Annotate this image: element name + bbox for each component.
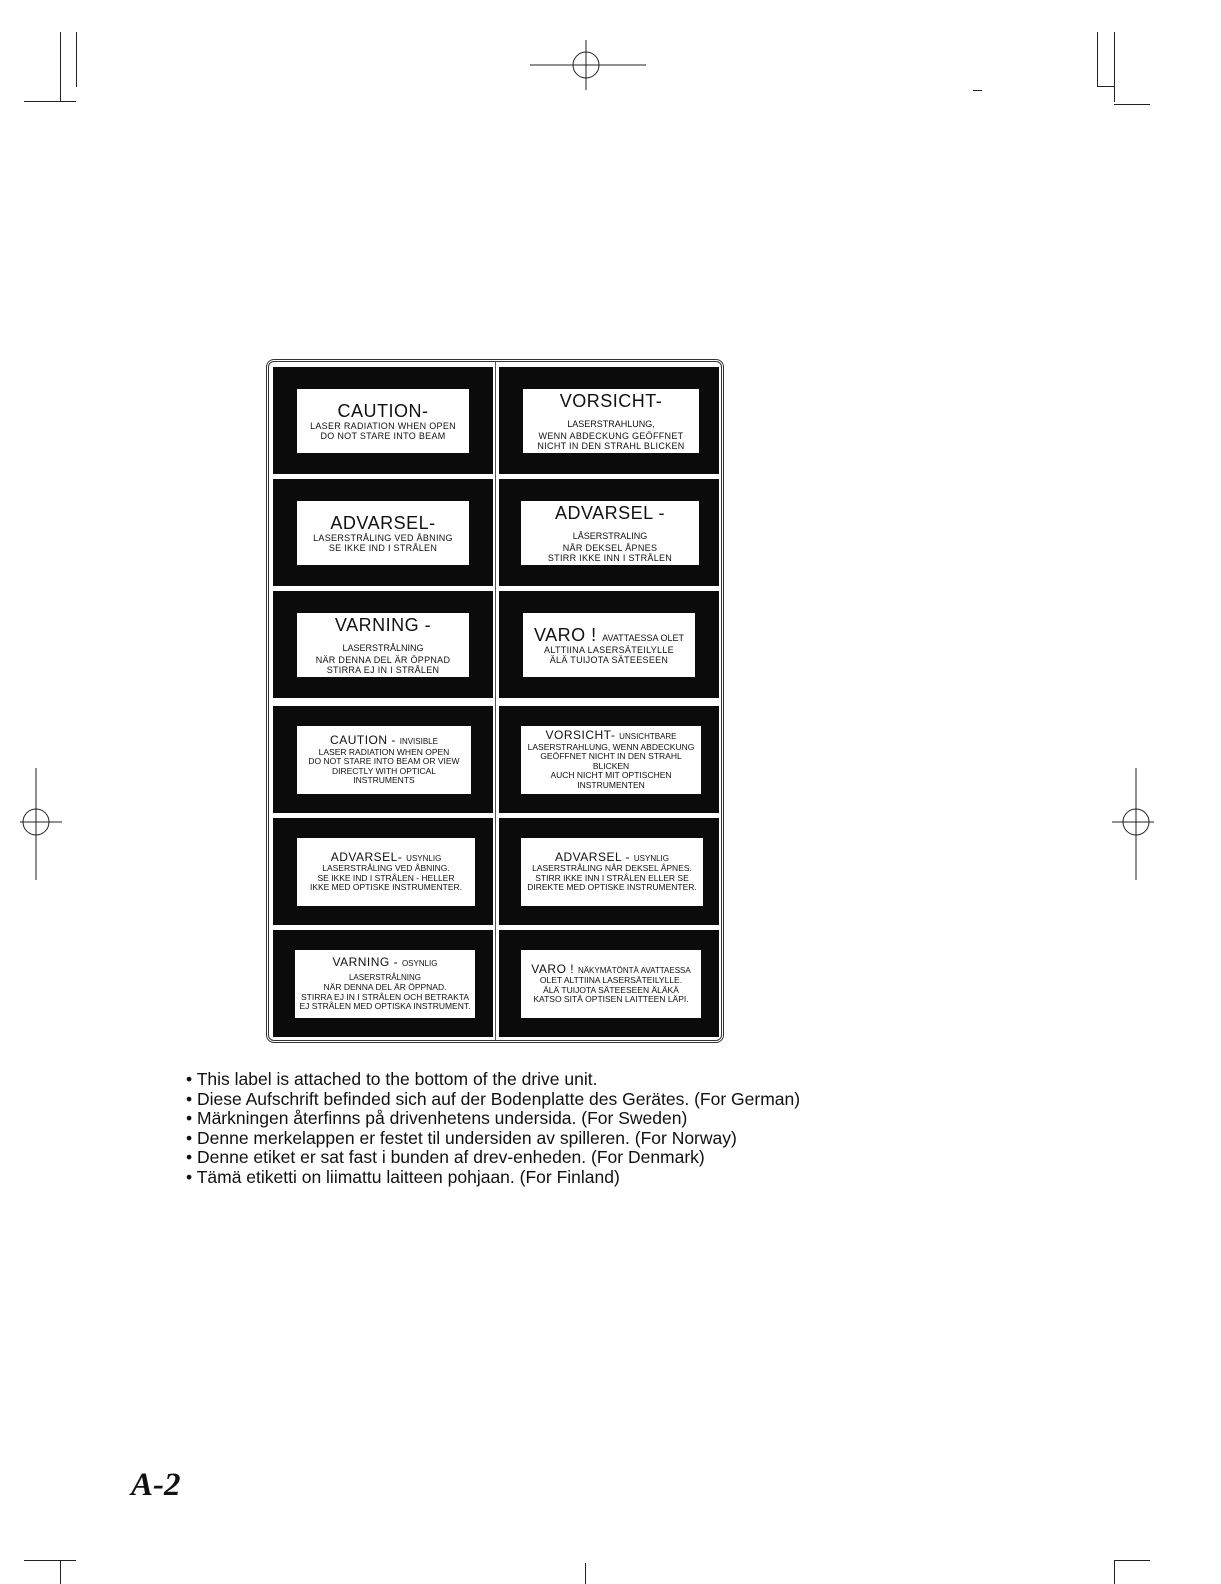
laser-warning-label-sheet: [266, 359, 724, 1043]
label-line: LASERSTRÅLING VED ÅBNING: [313, 533, 453, 543]
crop-mark-top-left-v2: [76, 32, 77, 87]
label-advarsel-usynlig-no: [499, 818, 719, 925]
label-line: GEÖFFNET NICHT IN DEN STRAHL BLICKEN: [540, 751, 682, 771]
label-line: LASER RADIATION WHEN OPEN: [318, 746, 450, 757]
label-title: ADVARSEL- USYNLIG: [330, 850, 442, 864]
label-title: VORSICHT- UNSICHTBARE: [545, 728, 677, 743]
crop-mark-bottom-right-v: [1114, 1560, 1115, 1584]
label-title: VARO ! AVATTAESSA OLET: [533, 624, 685, 645]
crop-mark-top-right-v2: [1114, 32, 1115, 102]
label-line: STIRRA EJ IN I STRÅLEN: [326, 665, 440, 676]
label-advarsel-no: [499, 479, 719, 586]
label-line: DO NOT STARE INTO BEAM OR VIEW: [308, 756, 460, 767]
label-title: VORSICHT- LASERSTRAHLUNG,: [559, 390, 663, 429]
label-line: STIRRA EJ IN I STRÅLEN OCH BETRAKTA: [301, 991, 469, 1002]
label-vorsicht: [499, 367, 719, 474]
center-divider: [495, 362, 496, 1040]
note-item: • Denne etiket er sat fast i bunden af drev-enheden. (For Denmark): [186, 1148, 800, 1168]
label-title: ADVARSEL-: [330, 512, 436, 533]
label-line: SE IKKE IND I STRÅLEN: [328, 543, 438, 554]
label-line: WENN ABDECKUNG GEÖFFNET: [538, 431, 684, 442]
crop-mark-bottom-right-h: [1114, 1560, 1150, 1561]
label-line: NÄR DENNA DEL ÄR ÖPPNAD.: [323, 982, 447, 993]
label-varo-nakymaton-fi: [499, 930, 719, 1037]
registration-mark-left: [20, 768, 62, 880]
label-title: ADVARSEL - USYNLIG: [555, 850, 669, 864]
note-item: • Denne merkelappen er festet til undersiden av spilleren. (For Norway): [186, 1129, 800, 1149]
note-item: • This label is attached to the bottom of the drive unit.: [186, 1070, 800, 1090]
label-line: LASERSTRÅLING NÅR DEKSEL ÅPNES.: [532, 863, 692, 874]
crop-mark-top-right-h2: [1097, 86, 1115, 87]
label-caution-invisible: [273, 706, 493, 813]
label-vorsicht-unsichtbare: [499, 706, 719, 813]
label-line: NICHT IN DEN STRAHL BLICKEN: [537, 441, 685, 452]
note-item: • Tämä etiketti on liimattu laitteen pohjaan. (For Finland): [186, 1168, 800, 1188]
label-line: ÄLÄ TUIJOTA SÄTEESEEN: [549, 655, 669, 666]
stray-dash: [973, 90, 982, 91]
label-line: LASERSTRAHLUNG, WENN ABDECKUNG: [527, 741, 695, 752]
label-line: LASER RADIATION WHEN OPEN: [310, 421, 456, 431]
label-line: NÅR DEKSEL ÅPNES: [562, 543, 658, 554]
label-line: ALTTIINA LASERSÄTEILYLLE: [544, 645, 674, 655]
page-number: A-2: [131, 1467, 181, 1503]
label-location-notes: [186, 1070, 800, 1187]
label-line: IKKE MED OPTISKE INSTRUMENTER.: [309, 882, 463, 893]
registration-mark-top: [530, 40, 646, 90]
label-line: ÄLÄ TUIJOTA SÄTEESEEN ÄLÄKÄ: [543, 984, 679, 995]
label-title: VARNING - OSYNLIG LASERSTRÅLNING: [332, 955, 438, 982]
label-advarsel-usynlig-dk: [273, 818, 493, 925]
label-advarsel-dk: [273, 479, 493, 586]
label-title: VARO ! NÄKYMÄTÖNTÄ AVATTAESSA: [531, 962, 691, 976]
registration-mark-right: [1112, 768, 1154, 880]
label-line: KATSO SITÄ OPTISEN LAITTEEN LÄPI.: [533, 994, 689, 1005]
label-line: NÄR DENNA DEL ÄR ÖPPNAD: [315, 655, 451, 666]
label-line: SE IKKE IND I STRÅLEN - HELLER: [317, 872, 455, 883]
crop-mark-top-right-h: [1114, 104, 1150, 105]
crop-mark-top-left-h: [24, 101, 76, 102]
bottom-center-tick: [585, 1563, 586, 1584]
label-title: CAUTION - INVISIBLE: [330, 733, 438, 748]
note-item: • Diese Aufschrift befinded sich auf der Bodenplatte des Gerätes. (For German): [186, 1090, 800, 1110]
label-line: LASERSTRÅLING VED ÅBNING.: [322, 863, 450, 874]
label-title: CAUTION-: [337, 400, 429, 421]
crop-mark-top-right-v: [1097, 32, 1098, 87]
crop-mark-bottom-left-v: [60, 1560, 61, 1584]
label-line: DIREKTE MED OPTISKE INSTRUMENTER.: [527, 882, 697, 893]
label-line: DIRECTLY WITH OPTICAL INSTRUMENTS: [331, 765, 437, 786]
label-line: AUCH NICHT MIT OPTISCHEN INSTRUMENTEN: [550, 770, 672, 790]
label-line: OLET ALTTIINA LASERSÄTEILYLLE.: [539, 975, 683, 986]
label-varo-fi: [499, 591, 719, 698]
crop-mark-bottom-left-h: [24, 1560, 76, 1561]
label-varning-osynlig-se: [273, 930, 493, 1037]
note-item: • Märkningen återfinns på drivenhetens undersida. (For Sweden): [186, 1109, 800, 1129]
label-line: DO NOT STARE INTO BEAM: [320, 431, 446, 442]
label-varning-se: [273, 591, 493, 698]
label-caution: [273, 367, 493, 474]
crop-mark-top-left-v: [60, 32, 61, 102]
label-title: VARNING - LASERSTRÅLNING: [334, 614, 432, 653]
label-line: EJ STRÅLEN MED OPTISKA INSTRUMENT.: [299, 1001, 471, 1012]
label-title: ADVARSEL - LÅSERSTRALING: [554, 502, 666, 541]
label-line: STIRR IKKE INN I STRÅLEN ELLER SE: [535, 872, 689, 883]
label-line: STIRR IKKE INN I STRÅLEN: [547, 553, 673, 564]
